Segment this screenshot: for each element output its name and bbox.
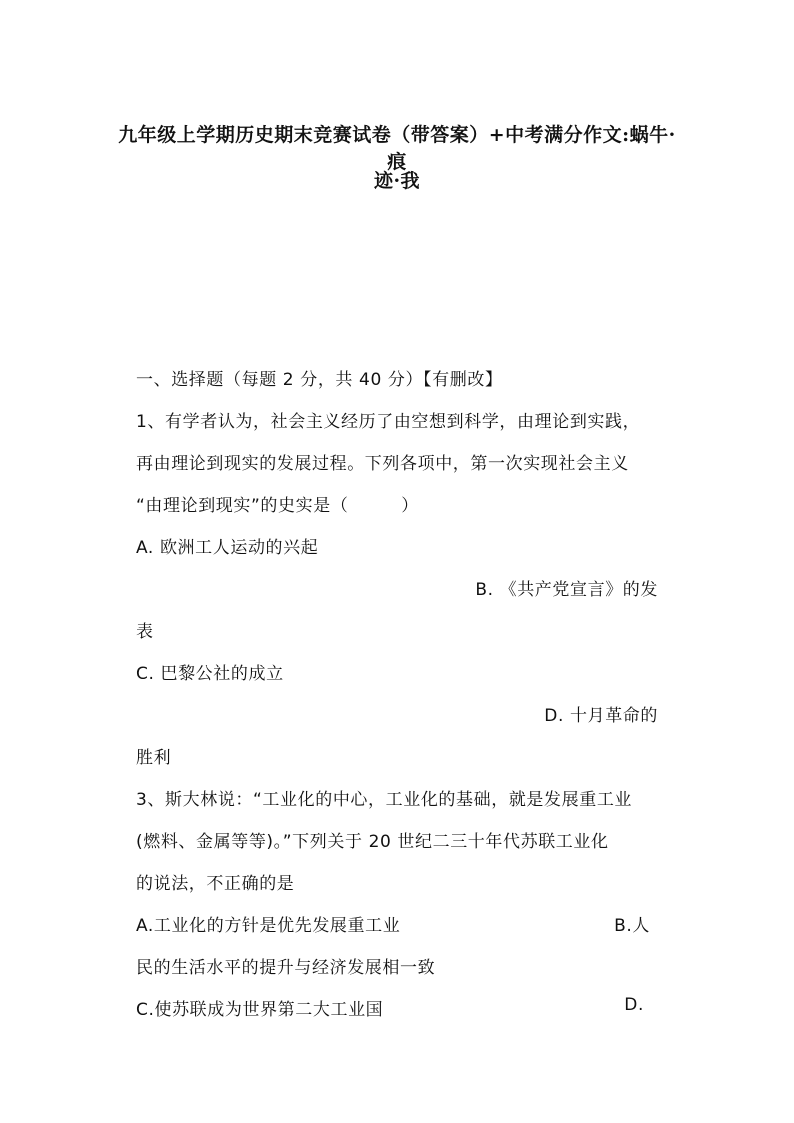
question-1-option-d: D. 十月革命的 — [544, 706, 658, 726]
question-1-option-d-continued: 胜利 — [136, 748, 172, 768]
question-3-stem-line-1: 3、斯大林说：“工业化的中心，工业化的基础，就是发展重工业 — [136, 790, 633, 810]
question-1-option-c: C. 巴黎公社的成立 — [136, 664, 284, 684]
question-1-stem-line-3: “由理论到现实”的史实是（ ） — [136, 496, 419, 516]
question-1-stem-line-2: 再由理论到现实的发展过程。下列各项中，第一次实现社会主义 — [136, 454, 629, 474]
question-3-option-d: D. — [624, 995, 644, 1015]
question-1-option-a: A. 欧洲工人运动的兴起 — [136, 538, 319, 558]
question-1-stem-line-1: 1、有学者认为，社会主义经历了由空想到科学，由理论到实践， — [136, 412, 641, 432]
question-3-option-b: B.人 — [614, 916, 650, 936]
question-3-stem-line-3: 的说法，不正确的是 — [136, 874, 295, 894]
section-heading: 一、选择题（每题 2 分，共 40 分）【有删改】 — [136, 370, 503, 390]
question-3-option-c: C.使苏联成为世界第二大工业国 — [136, 1000, 384, 1020]
question-3-option-a: A.工业化的方针是优先发展重工业 — [136, 916, 401, 936]
question-3-stem-line-2: (燃料、金属等等)。”下列关于 20 世纪二三十年代苏联工业化 — [136, 832, 609, 852]
question-3-option-b-continued: 民的生活水平的提升与经济发展相一致 — [136, 958, 436, 978]
document-title-line-1: 九年级上学期历史期末竞赛试卷（带答案）+中考满分作文:蜗牛·痕 — [118, 124, 676, 173]
question-1-option-b-continued: 表 — [136, 622, 154, 642]
document-title-line-2: 迹·我 — [373, 170, 421, 192]
question-1-option-b: B. 《共产党宣言》的发 — [475, 580, 658, 600]
